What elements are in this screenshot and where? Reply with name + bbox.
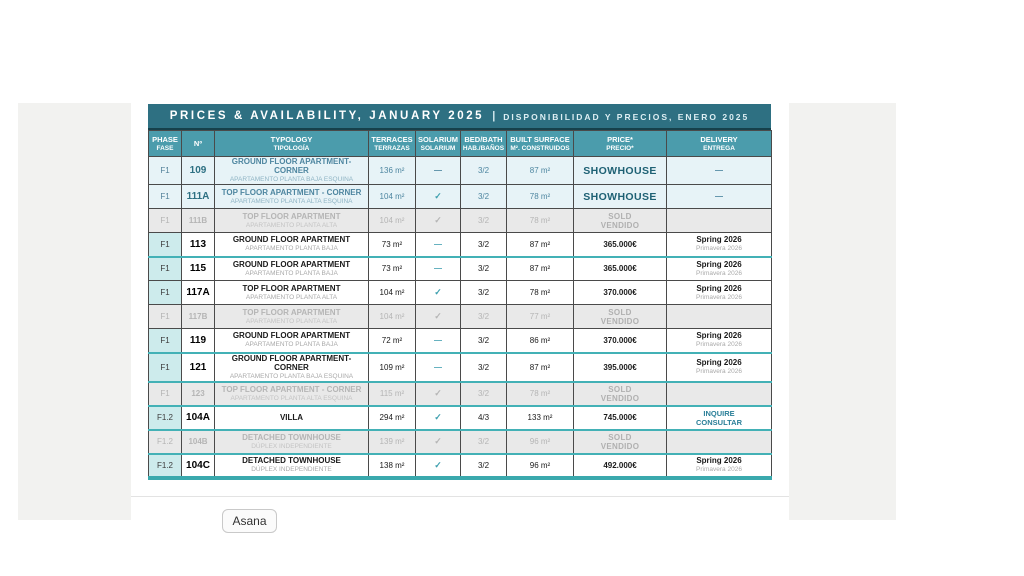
phase-cell: F1 <box>149 382 182 406</box>
bed-bath-cell: 3/2 <box>461 185 507 209</box>
table-row <box>149 382 772 406</box>
prices-availability-table <box>148 104 771 480</box>
check-icon: ✓ <box>434 191 442 201</box>
typology-cell: TOP FLOOR APARTMENT - CORNER APARTAMENTO PLANTA ALTA ESQUINA <box>215 185 369 209</box>
delivery-cell: Spring 2026 Primavera 2026 <box>667 257 772 281</box>
bed-bath-cell: 3/2 <box>461 454 507 478</box>
typology-cell: GROUND FLOOR APARTMENT APARTAMENTO PLANTA BAJA <box>215 233 369 257</box>
content-bottom-divider <box>131 496 789 497</box>
built-surface-cell: 87 m² <box>507 233 574 257</box>
terraces-cell: 73 m² <box>369 233 416 257</box>
unit-number-cell: 117B <box>182 305 215 329</box>
bed-bath-cell: 3/2 <box>461 329 507 353</box>
unit-number-cell: 117A <box>182 281 215 305</box>
terraces-cell: 136 m² <box>369 157 416 185</box>
solarium-cell <box>416 281 461 305</box>
solarium-cell: — <box>416 329 461 353</box>
typology-cell: TOP FLOOR APARTMENT APARTAMENTO PLANTA ALTA <box>215 281 369 305</box>
price-cell: 370.000€ <box>574 281 667 305</box>
built-surface-cell: 87 m² <box>507 257 574 281</box>
solarium-cell: — <box>416 353 461 382</box>
bed-bath-cell: 3/2 <box>461 382 507 406</box>
table-header <box>149 131 772 157</box>
built-surface-cell: 78 m² <box>507 209 574 233</box>
check-icon: ✓ <box>434 459 442 470</box>
unit-number-cell: 115 <box>182 257 215 281</box>
unit-number-cell: 104A <box>182 406 215 430</box>
table-body <box>149 157 772 478</box>
solarium-cell <box>416 430 461 454</box>
solarium-cell <box>416 406 461 430</box>
terraces-cell: 138 m² <box>369 454 416 478</box>
table-row <box>149 281 772 305</box>
built-surface-cell: 96 m² <box>507 454 574 478</box>
price-cell: SHOWHOUSE <box>574 185 667 209</box>
bed-bath-cell: 3/2 <box>461 281 507 305</box>
table-row <box>149 454 772 478</box>
bed-bath-cell: 3/2 <box>461 430 507 454</box>
unit-number-cell: 104B <box>182 430 215 454</box>
built-surface-cell: 78 m² <box>507 281 574 305</box>
unit-number-cell: 111B <box>182 209 215 233</box>
unit-number-cell: 119 <box>182 329 215 353</box>
phase-cell: F1 <box>149 157 182 185</box>
delivery-cell: Spring 2026 Primavera 2026 <box>667 281 772 305</box>
table-title-bar <box>148 104 771 130</box>
right-margin-strip <box>789 103 896 520</box>
unit-number-cell: 113 <box>182 233 215 257</box>
terraces-cell: 73 m² <box>369 257 416 281</box>
terraces-cell: 139 m² <box>369 430 416 454</box>
built-surface-cell: 96 m² <box>507 430 574 454</box>
table-row <box>149 233 772 257</box>
table-row <box>149 157 772 185</box>
table-row <box>149 185 772 209</box>
column-header: PRICE* PRECIO* <box>574 131 667 157</box>
bed-bath-cell: 3/2 <box>461 305 507 329</box>
check-icon: ✓ <box>434 287 442 297</box>
column-header: DELIVERY ENTREGA <box>667 131 772 157</box>
table-title-separator: | <box>492 110 496 122</box>
asana-button[interactable]: Asana <box>222 509 277 533</box>
typology-cell: GROUND FLOOR APARTMENT- CORNER APARTAMENTO PLANTA BAJA ESQUINA <box>215 353 369 382</box>
column-header: SOLARIUM SOLARIUM <box>416 131 461 157</box>
unit-number-cell: 121 <box>182 353 215 382</box>
terraces-cell: 104 m² <box>369 305 416 329</box>
price-cell: SOLD VENDIDO <box>574 305 667 329</box>
table-title-spanish: DISPONIBILIDAD Y PRECIOS, ENERO 2025 <box>503 111 750 122</box>
phase-cell: F1.2 <box>149 430 182 454</box>
bed-bath-cell: 3/2 <box>461 209 507 233</box>
typology-cell: GROUND FLOOR APARTMENT APARTAMENTO PLANTA BAJA <box>215 257 369 281</box>
typology-cell: GROUND FLOOR APARTMENT- CORNER APARTAMENTO PLANTA BAJA ESQUINA <box>215 157 369 185</box>
table-title-english: PRICES & AVAILABILITY, JANUARY 2025 <box>169 110 485 122</box>
built-surface-cell: 87 m² <box>507 157 574 185</box>
built-surface-cell: 87 m² <box>507 353 574 382</box>
price-cell: SOLD VENDIDO <box>574 382 667 406</box>
phase-cell: F1 <box>149 257 182 281</box>
delivery-cell: Spring 2026 Primavera 2026 <box>667 233 772 257</box>
check-icon: ✓ <box>434 388 442 398</box>
left-margin-strip <box>18 103 131 520</box>
price-cell: 492.000€ <box>574 454 667 478</box>
phase-cell: F1 <box>149 185 182 209</box>
delivery-cell <box>667 209 772 233</box>
terraces-cell: 115 m² <box>369 382 416 406</box>
terraces-cell: 104 m² <box>369 185 416 209</box>
solarium-cell: — <box>416 233 461 257</box>
typology-cell: DETACHED TOWNHOUSE DÚPLEX INDEPENDIENTE <box>215 430 369 454</box>
table-row <box>149 209 772 233</box>
delivery-cell: Spring 2026 Primavera 2026 <box>667 329 772 353</box>
price-cell: SHOWHOUSE <box>574 157 667 185</box>
built-surface-cell: 133 m² <box>507 406 574 430</box>
solarium-cell <box>416 305 461 329</box>
column-header: TERRACES TERRAZAS <box>369 131 416 157</box>
built-surface-cell: 78 m² <box>507 382 574 406</box>
bed-bath-cell: 4/3 <box>461 406 507 430</box>
column-header: TYPOLOGY TIPOLOGÍA <box>215 131 369 157</box>
unit-number-cell: 123 <box>182 382 215 406</box>
unit-number-cell: 104C <box>182 454 215 478</box>
delivery-cell: — <box>667 157 772 185</box>
delivery-cell <box>667 382 772 406</box>
solarium-cell <box>416 382 461 406</box>
solarium-cell <box>416 454 461 478</box>
phase-cell: F1.2 <box>149 454 182 478</box>
solarium-cell <box>416 209 461 233</box>
delivery-cell <box>667 305 772 329</box>
price-cell: SOLD VENDIDO <box>574 209 667 233</box>
check-icon: ✓ <box>434 311 442 321</box>
price-cell: 370.000€ <box>574 329 667 353</box>
phase-cell: F1 <box>149 329 182 353</box>
built-surface-cell: 86 m² <box>507 329 574 353</box>
check-icon: ✓ <box>434 412 442 422</box>
column-header: Nº <box>182 131 215 157</box>
check-icon: ✓ <box>434 436 442 446</box>
bed-bath-cell: 3/2 <box>461 257 507 281</box>
price-cell: SOLD VENDIDO <box>574 430 667 454</box>
bed-bath-cell: 3/2 <box>461 157 507 185</box>
delivery-cell: INQUIRE CONSULTAR <box>667 406 772 430</box>
terraces-cell: 294 m² <box>369 406 416 430</box>
table-row <box>149 257 772 281</box>
column-header: BUILT SURFACE M². CONSTRUIDOS <box>507 131 574 157</box>
prices-grid <box>148 130 772 480</box>
price-cell: 365.000€ <box>574 257 667 281</box>
delivery-cell: — <box>667 185 772 209</box>
solarium-cell <box>416 185 461 209</box>
typology-cell: VILLA <box>215 406 369 430</box>
table-row <box>149 406 772 430</box>
phase-cell: F1 <box>149 305 182 329</box>
price-cell: 365.000€ <box>574 233 667 257</box>
price-cell: 395.000€ <box>574 353 667 382</box>
phase-cell: F1.2 <box>149 406 182 430</box>
typology-cell: DETACHED TOWNHOUSE DÚPLEX INDEPENDIENTE <box>215 454 369 478</box>
typology-cell: GROUND FLOOR APARTMENT APARTAMENTO PLANTA BAJA <box>215 329 369 353</box>
typology-cell: TOP FLOOR APARTMENT APARTAMENTO PLANTA ALTA <box>215 305 369 329</box>
solarium-cell: — <box>416 257 461 281</box>
unit-number-cell: 111A <box>182 185 215 209</box>
terraces-cell: 104 m² <box>369 209 416 233</box>
check-icon: ✓ <box>434 215 442 225</box>
table-row <box>149 305 772 329</box>
phase-cell: F1 <box>149 353 182 382</box>
solarium-cell: — <box>416 157 461 185</box>
phase-cell: F1 <box>149 209 182 233</box>
table-row <box>149 329 772 353</box>
unit-number-cell: 109 <box>182 157 215 185</box>
phase-cell: F1 <box>149 281 182 305</box>
typology-cell: TOP FLOOR APARTMENT APARTAMENTO PLANTA ALTA <box>215 209 369 233</box>
delivery-cell <box>667 430 772 454</box>
terraces-cell: 109 m² <box>369 353 416 382</box>
bed-bath-cell: 3/2 <box>461 233 507 257</box>
built-surface-cell: 78 m² <box>507 185 574 209</box>
bed-bath-cell: 3/2 <box>461 353 507 382</box>
delivery-cell: Spring 2026 Primavera 2026 <box>667 454 772 478</box>
delivery-cell: Spring 2026 Primavera 2026 <box>667 353 772 382</box>
terraces-cell: 104 m² <box>369 281 416 305</box>
built-surface-cell: 77 m² <box>507 305 574 329</box>
table-row <box>149 353 772 382</box>
phase-cell: F1 <box>149 233 182 257</box>
table-row <box>149 430 772 454</box>
terraces-cell: 72 m² <box>369 329 416 353</box>
price-cell: 745.000€ <box>574 406 667 430</box>
column-header: PHASE FASE <box>149 131 182 157</box>
column-header: BED/BATH HAB./BAÑOS <box>461 131 507 157</box>
typology-cell: TOP FLOOR APARTMENT - CORNER APARTAMENTO PLANTA ALTA ESQUINA <box>215 382 369 406</box>
